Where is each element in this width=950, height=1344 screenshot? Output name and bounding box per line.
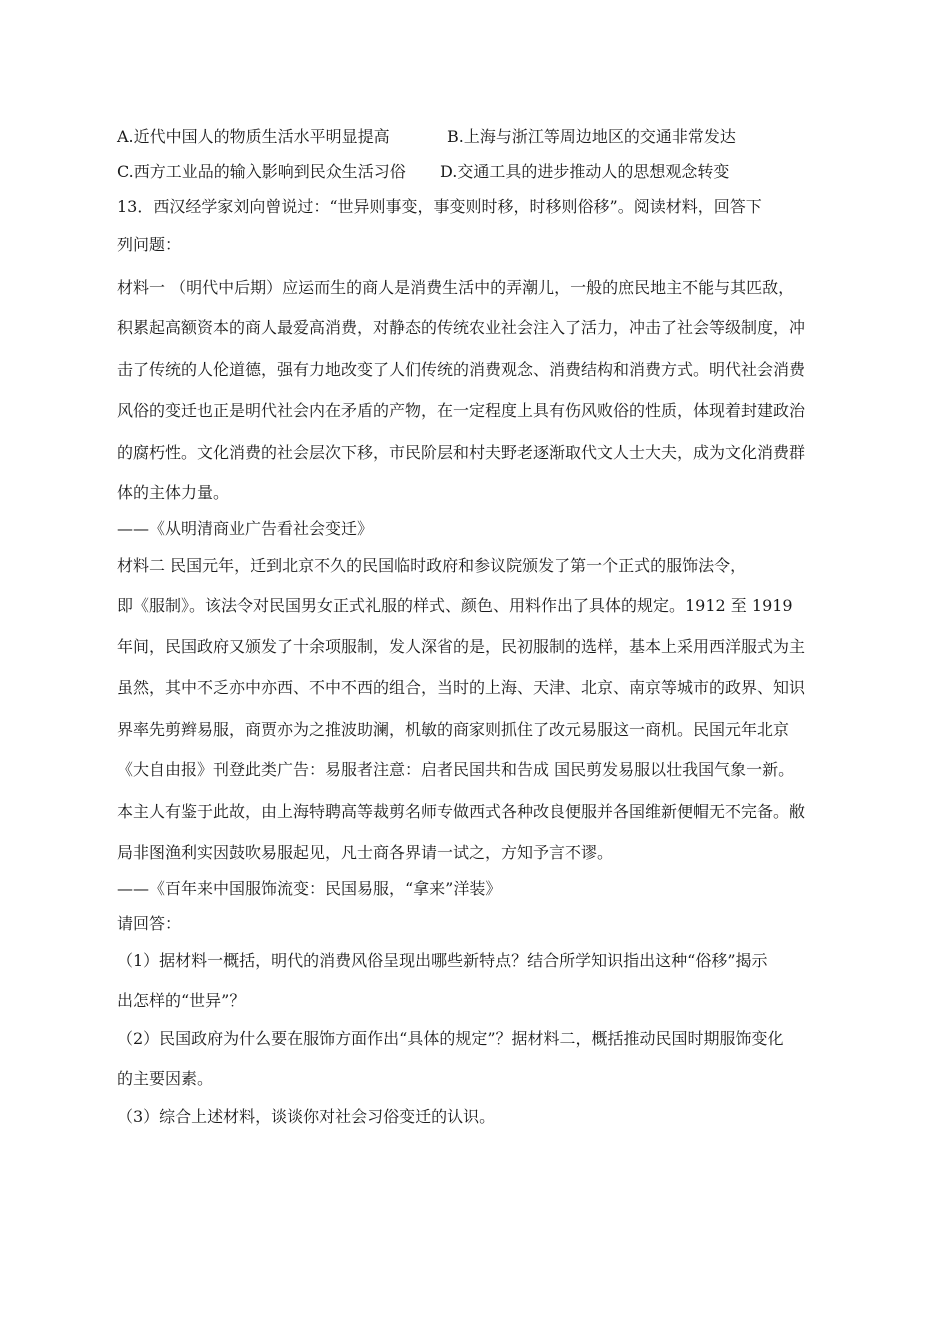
material-2-line-1: 材料二 民国元年，迁到北京不久的民国临时政府和参议院颁发了第一个正式的服饰法令， — [117, 556, 747, 575]
material-1-line-4: 风俗的变迁也正是明代社会内在矛盾的产物，在一定程度上具有伤风败俗的性质，体现着封建政治 — [117, 401, 806, 420]
material-2-line-5: 界率先剪辫易服，商贾亦为之推波助澜，机敏的商家则抓住了改元易服这一商机。民国元年北京 — [117, 720, 790, 739]
material-1-source: ——《从明清商业广告看社会变迁》 — [117, 519, 374, 538]
answer-prompt: 请回答： — [117, 914, 182, 933]
material-2-line-2: 即《服制》。该法令对民国男女正式礼服的样式、颜色、用料作出了具体的规定。1912 至 1919 — [117, 596, 793, 615]
option-c: C.西方工业品的输入影响到民众生活习俗 — [117, 162, 406, 181]
material-1-line-2: 积累起高额资本的商人最爱高消费，对静态的传统农业社会注入了活力，冲击了社会等级制度，冲 — [117, 318, 806, 337]
sub-question-2-line-1: （2）民国政府为什么要在服饰方面作出“具体的规定”？据材料二，概括推动民国时期服饰变化 — [117, 1029, 784, 1048]
material-2-line-3: 年间，民国政府又颁发了十余项服制，发人深省的是，民初服制的选样，基本上采用西洋服式为主 — [117, 637, 806, 656]
material-1-line-6: 体的主体力量。 — [117, 483, 230, 502]
material-2-line-4: 虽然，其中不乏亦中亦西、不中不西的组合，当时的上海、天津、北京、南京等城市的政界、知识 — [117, 678, 806, 697]
material-2-line-8: 局非图渔利实因鼓吹易服起见，凡士商各界请一试之，方知予言不谬。 — [117, 843, 614, 862]
sub-question-2-line-2: 的主要因素。 — [117, 1069, 214, 1088]
option-b: B.上海与浙江等周边地区的交通非常发达 — [447, 127, 736, 146]
sub-question-1-line-1: （1）据材料一概括，明代的消费风俗呈现出哪些新特点？结合所学知识指出这种“俗移”揭示 — [117, 951, 768, 970]
sub-question-3: （3）综合上述材料，谈谈你对社会习俗变迁的认识。 — [117, 1107, 496, 1126]
material-2-line-6: 《大自由报》刊登此类广告：易服者注意：启者民国共和告成 国民剪发易服以壮我国气象一新。 — [117, 760, 795, 779]
question-13-line-1: 13．西汉经学家刘向曾说过：“世异则事变，事变则时移，时移则俗移”。阅读材料，回答下 — [117, 197, 762, 216]
option-a: A.近代中国人的物质生活水平明显提高 — [117, 127, 390, 146]
material-1-line-1: 材料一 （明代中后期）应运而生的商人是消费生活中的弄潮儿，一般的庶民地主不能与其匹敌， — [117, 278, 795, 297]
material-2-line-7: 本主人有鉴于此故，由上海特聘高等裁剪名师专做西式各种改良便服并各国维新便帽无不完备。敝 — [117, 802, 806, 821]
option-d: D.交通工具的进步推动人的思想观念转变 — [440, 162, 730, 181]
sub-question-1-line-2: 出怎样的“世异”？ — [117, 991, 246, 1010]
material-1-line-3: 击了传统的人伦道德，强有力地改变了人们传统的消费观念、消费结构和消费方式。明代社会消费 — [117, 360, 806, 379]
material-1-line-5: 的腐朽性。文化消费的社会层次下移，市民阶层和村夫野老逐渐取代文人士大夫，成为文化消费群 — [117, 443, 806, 462]
material-2-source: ——《百年来中国服饰流变：民国易服，“拿来”洋装》 — [117, 879, 502, 898]
question-13-line-2: 列问题： — [117, 235, 182, 254]
